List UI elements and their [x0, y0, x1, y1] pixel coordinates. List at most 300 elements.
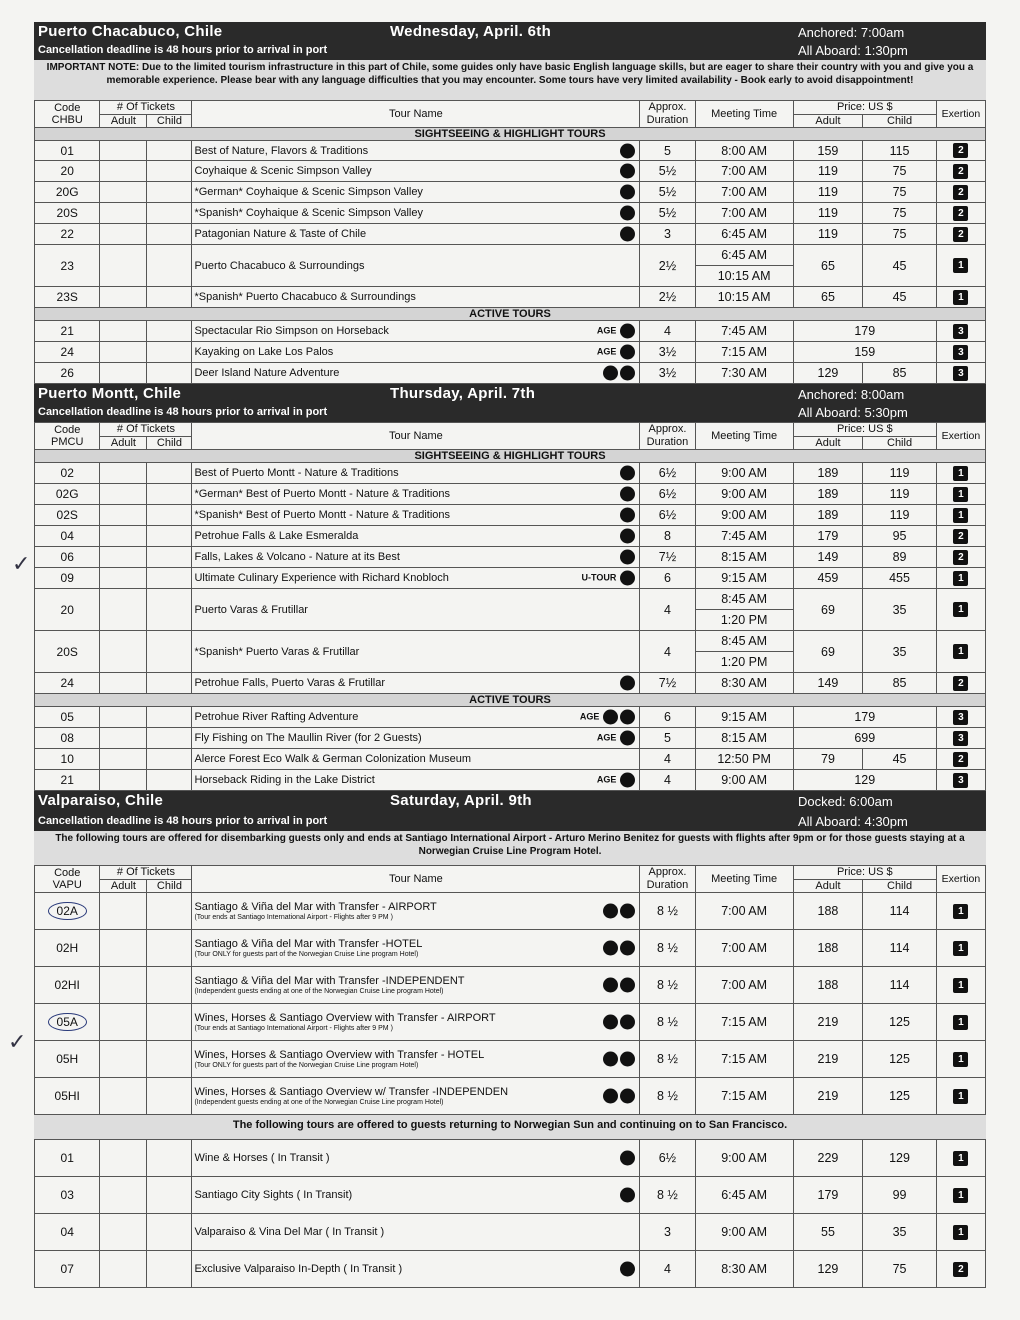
meeting-time: 7:45 AM: [695, 526, 793, 547]
food-icon: [620, 1089, 635, 1104]
exertion-badge: 1: [953, 1188, 968, 1203]
tour-code: 01: [35, 141, 100, 161]
adult-tickets-field[interactable]: [100, 1140, 147, 1177]
price-child: 35: [863, 1214, 937, 1251]
column-price-child: Child: [863, 436, 937, 450]
tour-name: Puerto Varas & Frutillar: [192, 589, 640, 631]
tour-code: 24: [35, 342, 100, 363]
exertion-badge: 1: [953, 1225, 968, 1240]
tour-row: [35, 363, 986, 384]
duration: 7½: [640, 547, 695, 568]
circled-code: 02A: [48, 902, 87, 920]
adult-tickets-field[interactable]: [100, 673, 147, 694]
adult-tickets-field[interactable]: [100, 224, 147, 245]
duration: 8: [640, 526, 695, 547]
exertion-level: [936, 321, 985, 342]
child-tickets-field[interactable]: [147, 589, 192, 631]
chacabuco-date: Wednesday, April. 6th: [390, 23, 552, 40]
child-tickets-field[interactable]: [147, 182, 192, 203]
adult-tickets-field[interactable]: [100, 182, 147, 203]
price-child: 114: [863, 930, 937, 967]
adult-tickets-field[interactable]: [100, 363, 147, 384]
tour-name: *German* Coyhaique & Scenic Simpson Valley: [192, 182, 640, 203]
child-tickets-field[interactable]: [147, 1004, 192, 1041]
column-code: Code CHBU: [35, 101, 100, 128]
meeting-time: 6:45 AM: [695, 245, 793, 266]
tour-name: Exclusive Valparaiso In-Depth ( In Transit ): [192, 1251, 640, 1288]
tour-name: Wine & Horses ( In Transit ): [192, 1140, 640, 1177]
tour-code: 20: [35, 161, 100, 182]
column-meeting-time: Meeting Time: [695, 423, 793, 450]
column-header-row: [35, 101, 986, 115]
tour-name: *Spanish* Puerto Chacabuco & Surroundings: [192, 287, 640, 308]
exertion-badge: 1: [953, 941, 968, 956]
child-tickets-field[interactable]: [147, 161, 192, 182]
tour-row: [35, 1140, 986, 1177]
price-adult: 189: [793, 484, 863, 505]
price-adult: 129: [793, 363, 863, 384]
age-restriction-tag: AGE: [596, 732, 617, 743]
tour-name: *German* Best of Puerto Montt - Nature & Traditions: [192, 484, 640, 505]
meeting-time: 8:45 AM: [695, 589, 793, 610]
food-icon: [620, 978, 635, 993]
column-exertion: Exertion: [936, 866, 985, 893]
meeting-time: 8:15 AM: [695, 547, 793, 568]
child-tickets-field[interactable]: [147, 1214, 192, 1251]
duration: 6: [640, 568, 695, 589]
meeting-time: 9:15 AM: [695, 568, 793, 589]
camera-icon: [603, 978, 618, 993]
exertion-level: [936, 589, 985, 631]
child-tickets-field[interactable]: [147, 568, 192, 589]
child-tickets-field[interactable]: [147, 463, 192, 484]
tour-icons: [618, 1188, 635, 1203]
camera-icon: [603, 941, 618, 956]
tour-name: Santiago & Viña del Mar with Transfer -HOTEL (Tour ONLY for guests part of the Norwegian Cruise Line program Hotel): [192, 930, 640, 967]
column-price: Price: US $: [793, 423, 936, 437]
tour-name: *Spanish* Coyhaique & Scenic Simpson Valley: [192, 203, 640, 224]
tour-icons: [601, 978, 635, 993]
adult-tickets-field[interactable]: [100, 568, 147, 589]
child-tickets-field[interactable]: [147, 484, 192, 505]
price-child: 75: [863, 203, 937, 224]
tour-name: Best of Puerto Montt - Nature & Traditions: [192, 463, 640, 484]
tour-name: Petrohue Falls, Puerto Varas & Frutillar: [192, 673, 640, 694]
child-tickets-field[interactable]: [147, 526, 192, 547]
child-tickets-field[interactable]: [147, 1140, 192, 1177]
exertion-badge: 1: [953, 571, 968, 586]
price-child: 75: [863, 224, 937, 245]
exertion-level: [936, 1177, 985, 1214]
tour-name: Valparaiso & Vina Del Mar ( In Transit ): [192, 1214, 640, 1251]
price-combined: 179: [793, 321, 936, 342]
price-adult: 229: [793, 1140, 863, 1177]
column-tour-name: Tour Name: [192, 423, 640, 450]
exertion-level: [936, 770, 985, 791]
adult-tickets-field[interactable]: [100, 930, 147, 967]
tour-name: Best of Nature, Flavors & Traditions: [192, 141, 640, 161]
duration: 4: [640, 1251, 695, 1288]
tour-code: [35, 893, 100, 930]
column-duration: Approx. Duration: [640, 423, 695, 450]
duration: 8 ½: [640, 893, 695, 930]
price-child: 129: [863, 1140, 937, 1177]
tour-name: Deer Island Nature Adventure: [192, 363, 640, 384]
child-tickets-field[interactable]: [147, 363, 192, 384]
meeting-time: 10:15 AM: [695, 266, 793, 287]
exertion-level: [936, 967, 985, 1004]
column-tickets-adult: Adult: [100, 879, 147, 893]
exertion-badge: 1: [953, 466, 968, 481]
tour-row: [35, 589, 986, 610]
exertion-level: [936, 161, 985, 182]
apple-icon: [620, 164, 635, 179]
tour-code: 05: [35, 707, 100, 728]
tour-name: Kayaking on Lake Los Palos AGE: [192, 342, 640, 363]
child-tickets-field[interactable]: [147, 505, 192, 526]
child-tickets-field[interactable]: [147, 342, 192, 363]
tour-row: [35, 526, 986, 547]
tour-row: [35, 161, 986, 182]
exertion-badge: 2: [953, 185, 968, 200]
tour-row: [35, 568, 986, 589]
food-icon: [620, 571, 635, 586]
adult-tickets-field[interactable]: [100, 967, 147, 1004]
meeting-time: 9:00 AM: [695, 1214, 793, 1251]
meeting-time: 7:15 AM: [695, 342, 793, 363]
duration: 4: [640, 749, 695, 770]
chacabuco-port: Puerto Chacabuco, Chile: [38, 23, 223, 40]
adult-tickets-field[interactable]: [100, 1214, 147, 1251]
meeting-time: 9:00 AM: [695, 505, 793, 526]
column-price: Price: US $: [793, 866, 936, 880]
tour-code: 07: [35, 1251, 100, 1288]
tour-icons: [601, 904, 635, 919]
adult-tickets-field[interactable]: [100, 1251, 147, 1288]
apple-icon: [620, 185, 635, 200]
adult-tickets-field[interactable]: [100, 161, 147, 182]
tour-icons: [582, 571, 636, 586]
exertion-level: [936, 631, 985, 673]
duration: 3: [640, 224, 695, 245]
tour-row: [35, 203, 986, 224]
child-tickets-field[interactable]: [147, 1078, 192, 1115]
food-icon: [620, 1052, 635, 1067]
tour-code: 08: [35, 728, 100, 749]
tour-icons: [601, 1015, 635, 1030]
child-tickets-field[interactable]: [147, 224, 192, 245]
adult-tickets-field[interactable]: [100, 463, 147, 484]
price-combined: 699: [793, 728, 936, 749]
montt-date: Thursday, April. 7th: [390, 385, 536, 402]
child-tickets-field[interactable]: [147, 1041, 192, 1078]
child-tickets-field[interactable]: [147, 967, 192, 1004]
tour-table: [34, 1139, 986, 1288]
child-tickets-field[interactable]: [147, 245, 192, 287]
tour-name: Santiago & Viña del Mar with Transfer - AIRPORT (Tour ends at Santiago International Airport - Flights after 9 PM ): [192, 893, 640, 930]
adult-tickets-field[interactable]: [100, 141, 147, 161]
exertion-badge: 1: [953, 487, 968, 502]
montt-header: [34, 384, 986, 422]
child-tickets-field[interactable]: [147, 547, 192, 568]
tour-note: (Tour ends at Santiago International Airport - Flights after 9 PM ): [194, 1024, 393, 1032]
column-code: Code VAPU: [35, 866, 100, 893]
adult-tickets-field[interactable]: [100, 707, 147, 728]
price-adult: 188: [793, 893, 863, 930]
montt-cancellation: Cancellation deadline is 48 hours prior to arrival in port: [38, 406, 328, 418]
tour-row: [35, 728, 986, 749]
child-tickets-field[interactable]: [147, 673, 192, 694]
tour-name: Petrohue River Rafting Adventure AGE: [192, 707, 640, 728]
price-adult: 65: [793, 245, 863, 287]
duration: 3½: [640, 342, 695, 363]
tour-code: 02S: [35, 505, 100, 526]
tour-icons: [618, 466, 635, 481]
tour-icons: [618, 185, 635, 200]
price-adult: 188: [793, 967, 863, 1004]
exertion-badge: 1: [953, 1015, 968, 1030]
meeting-time: 8:15 AM: [695, 728, 793, 749]
price-adult: 189: [793, 463, 863, 484]
column-price: Price: US $: [793, 101, 936, 115]
tour-icons: [618, 206, 635, 221]
column-duration: Approx. Duration: [640, 866, 695, 893]
tour-row: [35, 547, 986, 568]
price-child: 45: [863, 749, 937, 770]
exertion-level: [936, 930, 985, 967]
meeting-time: 7:15 AM: [695, 1041, 793, 1078]
price-child: 125: [863, 1004, 937, 1041]
tour-name: Spectacular Rio Simpson on Horseback AGE: [192, 321, 640, 342]
tour-name: Puerto Chacabuco & Surroundings: [192, 245, 640, 287]
price-adult: 119: [793, 182, 863, 203]
exertion-level: [936, 1214, 985, 1251]
food-icon: [620, 529, 635, 544]
column-tickets-child: Child: [147, 436, 192, 450]
age-restriction-tag: AGE: [596, 774, 617, 785]
child-tickets-field[interactable]: [147, 893, 192, 930]
tour-icons: [601, 366, 635, 381]
tour-code: 23S: [35, 287, 100, 308]
child-tickets-field[interactable]: [147, 1251, 192, 1288]
adult-tickets-field[interactable]: [100, 505, 147, 526]
price-adult: 55: [793, 1214, 863, 1251]
meeting-time: 6:45 AM: [695, 1177, 793, 1214]
tour-row: [35, 749, 986, 770]
hiker-icon: [620, 710, 635, 725]
tour-icons: [618, 1262, 635, 1277]
exertion-level: [936, 182, 985, 203]
tour-note: (Tour ONLY for guests part of the Norwegian Cruise Line program Hotel): [194, 950, 419, 958]
exertion-badge: 2: [953, 752, 968, 767]
price-child: 114: [863, 967, 937, 1004]
column-price-adult: Adult: [793, 114, 863, 128]
tour-name: Falls, Lakes & Volcano - Nature at its Best: [192, 547, 640, 568]
price-adult: 69: [793, 631, 863, 673]
adult-tickets-field[interactable]: [100, 749, 147, 770]
meeting-time: 9:00 AM: [695, 484, 793, 505]
tour-row: [35, 1251, 986, 1288]
food-icon: [620, 1151, 635, 1166]
valparaiso-port: Valparaiso, Chile: [38, 792, 164, 809]
tour-code: 20S: [35, 203, 100, 224]
exertion-level: [936, 568, 985, 589]
price-adult: 188: [793, 930, 863, 967]
child-tickets-field[interactable]: [147, 631, 192, 673]
child-tickets-field[interactable]: [147, 930, 192, 967]
exertion-badge: 2: [953, 164, 968, 179]
exertion-level: [936, 1078, 985, 1115]
camera-icon: [603, 904, 618, 919]
child-tickets-field[interactable]: [147, 728, 192, 749]
tour-icons: [597, 773, 636, 788]
adult-tickets-field[interactable]: [100, 728, 147, 749]
duration: 4: [640, 631, 695, 673]
price-combined: 129: [793, 770, 936, 791]
tour-code: [35, 1004, 100, 1041]
duration: 8 ½: [640, 967, 695, 1004]
tour-code: 03: [35, 1177, 100, 1214]
meeting-time: 12:50 PM: [695, 749, 793, 770]
child-tickets-field[interactable]: [147, 749, 192, 770]
adult-tickets-field[interactable]: [100, 526, 147, 547]
age-restriction-tag: AGE: [596, 346, 617, 357]
age-restriction-tag: AGE: [579, 711, 600, 722]
exertion-level: [936, 1041, 985, 1078]
price-child: 75: [863, 161, 937, 182]
column-tickets-adult: Adult: [100, 436, 147, 450]
child-tickets-field[interactable]: [147, 321, 192, 342]
price-child: 85: [863, 363, 937, 384]
adult-tickets-field[interactable]: [100, 287, 147, 308]
food-icon: [620, 1015, 635, 1030]
duration: 2½: [640, 245, 695, 287]
tour-code: 05HI: [35, 1078, 100, 1115]
tour-code: 09: [35, 568, 100, 589]
duration: 3: [640, 1214, 695, 1251]
food-icon: [620, 508, 635, 523]
adult-tickets-field[interactable]: [100, 203, 147, 224]
adult-tickets-field[interactable]: [100, 321, 147, 342]
adult-tickets-field[interactable]: [100, 342, 147, 363]
tour-icons: [597, 324, 636, 339]
exertion-level: [936, 526, 985, 547]
price-adult: 119: [793, 203, 863, 224]
adult-tickets-field[interactable]: [100, 1177, 147, 1214]
camera-icon: [603, 1015, 618, 1030]
meeting-time: 7:15 AM: [695, 1004, 793, 1041]
duration: 4: [640, 321, 695, 342]
adult-tickets-field[interactable]: [100, 1004, 147, 1041]
price-adult: 179: [793, 526, 863, 547]
child-tickets-field[interactable]: [147, 1177, 192, 1214]
exertion-level: [936, 673, 985, 694]
check-mark: ✓: [8, 1030, 27, 1055]
adult-tickets-field[interactable]: [100, 1041, 147, 1078]
important-note: IMPORTANT NOTE: Due to the limited tourism infrastructure in this part of Chile, some guides only have basic English language skills, but are eager to share their country with you and give you a memorable experience. Please bear with any language difficulties that you may encounter. Some tours have very limited availability - Book early to avoid disappointment!: [34, 60, 986, 100]
price-adult: 189: [793, 505, 863, 526]
exertion-level: [936, 728, 985, 749]
duration: 6½: [640, 1140, 695, 1177]
adult-tickets-field[interactable]: [100, 589, 147, 631]
tour-code: 26: [35, 363, 100, 384]
duration: 8 ½: [640, 1078, 695, 1115]
exertion-badge: 3: [953, 366, 968, 381]
adult-tickets-field[interactable]: [100, 484, 147, 505]
duration: 5: [640, 728, 695, 749]
exertion-badge: 1: [953, 258, 968, 273]
exertion-badge: 3: [953, 345, 968, 360]
duration: 7½: [640, 673, 695, 694]
child-tickets-field[interactable]: [147, 141, 192, 161]
montt-all-aboard: All Aboard: 5:30pm: [798, 405, 908, 420]
column-duration: Approx. Duration: [640, 101, 695, 128]
adult-tickets-field[interactable]: [100, 893, 147, 930]
exertion-badge: 1: [953, 978, 968, 993]
adult-tickets-field[interactable]: [100, 1078, 147, 1115]
exertion-badge: 2: [953, 143, 968, 158]
duration: 5: [640, 141, 695, 161]
child-tickets-field[interactable]: [147, 203, 192, 224]
price-combined: 159: [793, 342, 936, 363]
tour-table: [34, 100, 986, 384]
tour-name: Horseback Riding in the Lake District AGE: [192, 770, 640, 791]
meeting-time: 7:00 AM: [695, 893, 793, 930]
tour-name: Wines, Horses & Santiago Overview with Transfer - AIRPORT (Tour ends at Santiago International Airport - Flights after 9 PM ): [192, 1004, 640, 1041]
exertion-badge: 1: [953, 290, 968, 305]
hiker-icon: [620, 324, 635, 339]
child-tickets-field[interactable]: [147, 770, 192, 791]
duration: 4: [640, 589, 695, 631]
tour-code: 01: [35, 1140, 100, 1177]
chacabuco-cancellation: Cancellation deadline is 48 hours prior to arrival in port: [38, 44, 328, 56]
meeting-time: 8:30 AM: [695, 673, 793, 694]
adult-tickets-field[interactable]: [100, 245, 147, 287]
duration: 6½: [640, 484, 695, 505]
exertion-badge: 2: [953, 1262, 968, 1277]
price-adult: 119: [793, 161, 863, 182]
child-tickets-field[interactable]: [147, 707, 192, 728]
meeting-time: 7:00 AM: [695, 967, 793, 1004]
meeting-time: 1:20 PM: [695, 652, 793, 673]
tour-icons: [618, 164, 635, 179]
exertion-badge: 3: [953, 710, 968, 725]
price-child: 45: [863, 245, 937, 287]
price-adult: 149: [793, 547, 863, 568]
tour-row: [35, 1078, 986, 1115]
chacabuco-all-aboard: All Aboard: 1:30pm: [798, 43, 908, 58]
column-code: Code PMCU: [35, 423, 100, 450]
tour-row: [35, 321, 986, 342]
adult-tickets-field[interactable]: [100, 547, 147, 568]
chacabuco-header: [34, 22, 986, 60]
adult-tickets-field[interactable]: [100, 631, 147, 673]
price-child: 89: [863, 547, 937, 568]
tour-name: Coyhaique & Scenic Simpson Valley: [192, 161, 640, 182]
adult-tickets-field[interactable]: [100, 770, 147, 791]
exertion-level: [936, 203, 985, 224]
valparaiso-arrival: Docked: 6:00am: [798, 794, 893, 809]
exertion-level: [936, 463, 985, 484]
duration: 8 ½: [640, 1004, 695, 1041]
tour-table: [34, 422, 986, 791]
child-tickets-field[interactable]: [147, 287, 192, 308]
tour-icons: [618, 529, 635, 544]
duration: 6½: [640, 463, 695, 484]
price-child: 125: [863, 1078, 937, 1115]
food-icon: [620, 1188, 635, 1203]
tour-code: 04: [35, 1214, 100, 1251]
